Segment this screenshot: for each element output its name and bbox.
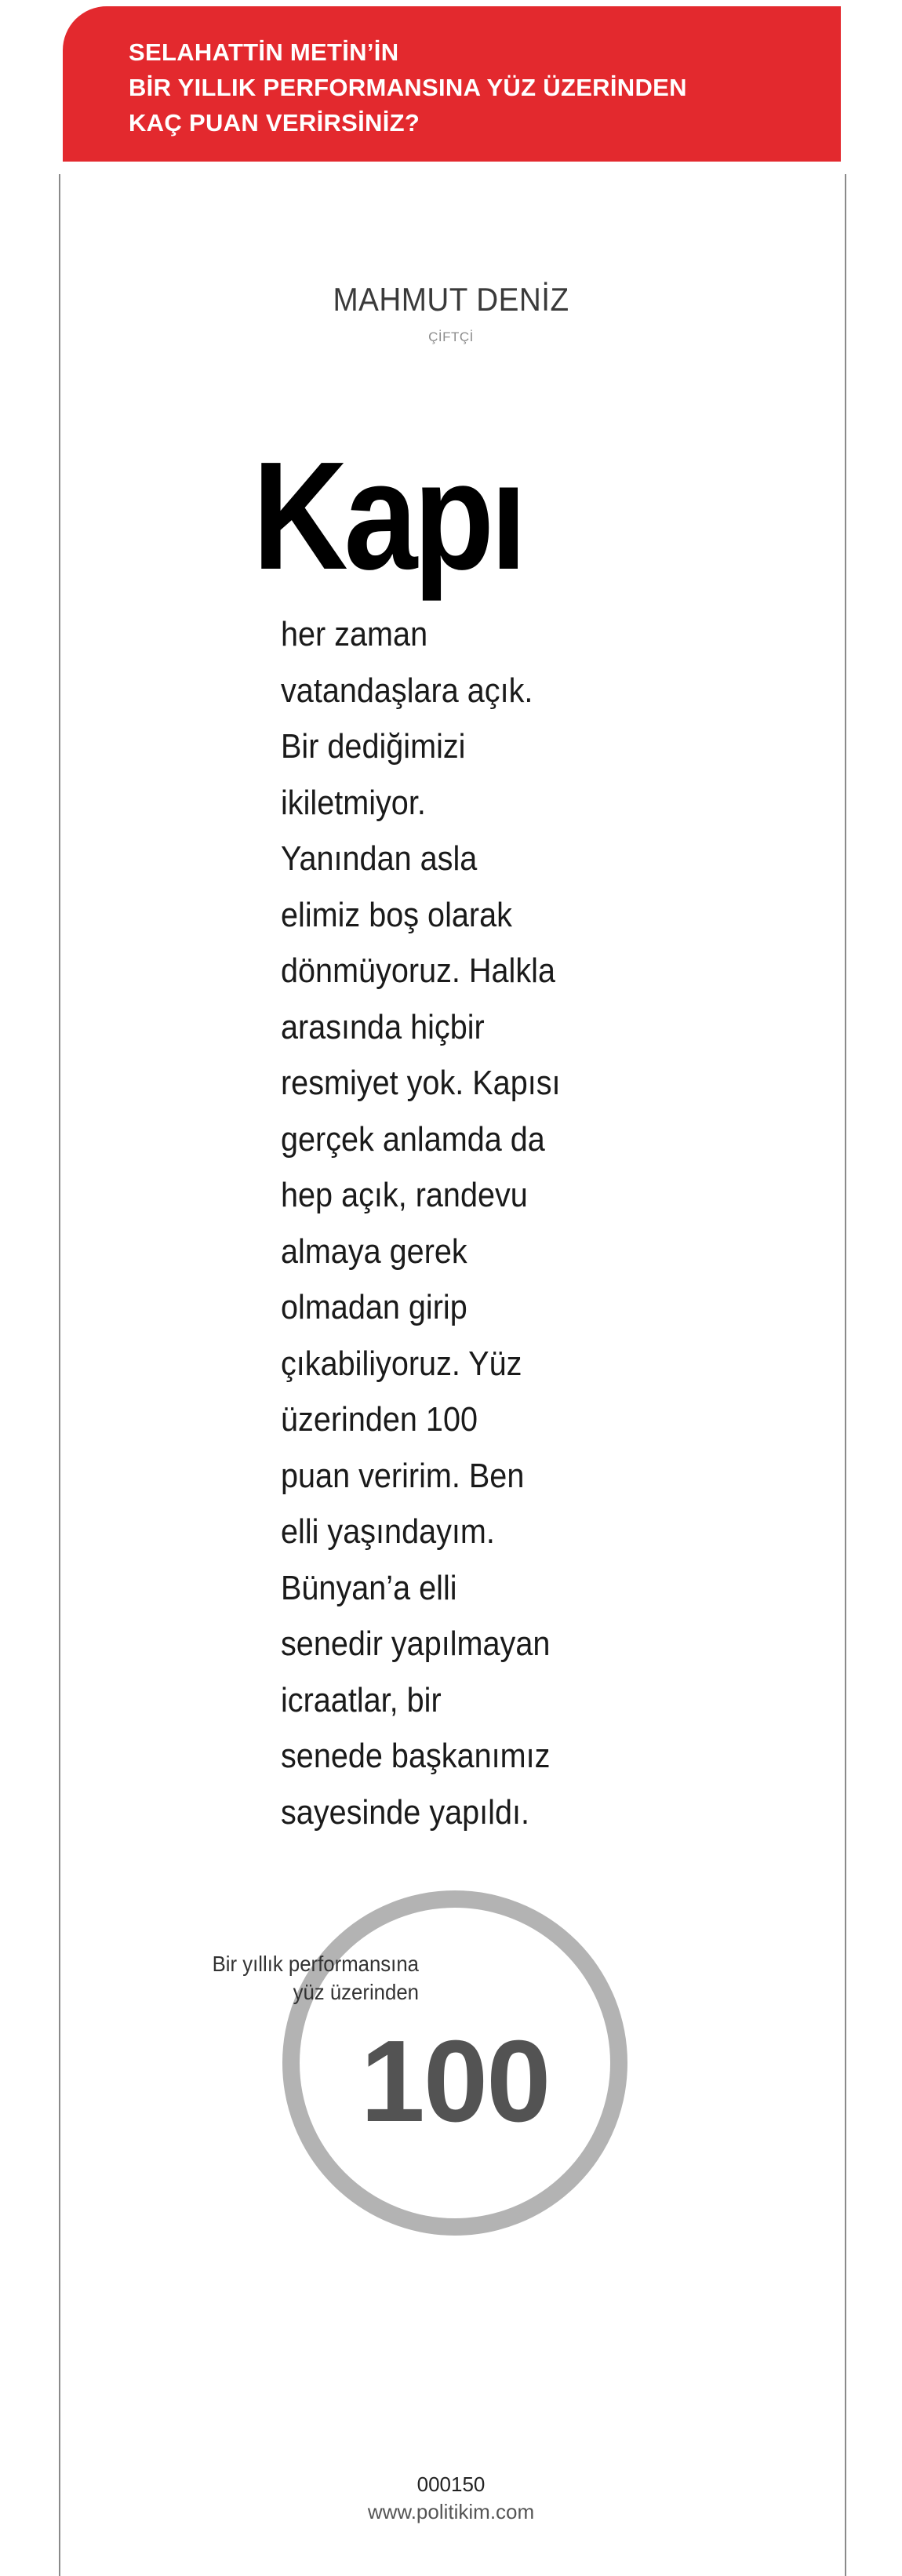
banner-title-line-2: BİR YILLIK PERFORMANSINA YÜZ ÜZERİNDEN (129, 74, 687, 101)
score-label-line-1: Bir yıllık performansına (212, 1952, 419, 1976)
quote-line: üzerinden 100 (281, 1400, 478, 1439)
person-name: MAHMUT DENİZ (333, 281, 569, 318)
frame-left-border (59, 174, 60, 2576)
quote-line: dönmüyoruz. Halkla (281, 951, 555, 990)
quote-line: resmiyet yok. Kapısı (281, 1064, 561, 1102)
quote-line: arasında hiçbir (281, 1007, 485, 1046)
score-label (178, 1950, 419, 2007)
quote-line: çıkabiliyoruz. Yüz (281, 1344, 522, 1383)
quote-line: elli yaşındayım. (281, 1512, 495, 1551)
quote-line: icraatlar, bir (281, 1680, 442, 1719)
person-role: ÇİFTÇİ (428, 329, 474, 344)
quote-line: Yanından asla (281, 839, 478, 878)
quote-line: vatandaşlara açık. (281, 671, 533, 710)
quote-line: almaya gerek (281, 1232, 467, 1271)
quote-line: hep açık, randevu (281, 1176, 528, 1214)
quote-line: sayesinde yapıldı. (281, 1792, 529, 1832)
quote-line: Bünyan’a elli (281, 1568, 457, 1607)
footer-url[interactable]: www.politikim.com (367, 2500, 535, 2523)
score-value: 100 (360, 2017, 550, 2146)
quote-line: senede başkanımız (281, 1737, 551, 1775)
quote-line: gerçek anlamda da (281, 1119, 545, 1159)
header-banner (63, 6, 841, 162)
score-label-line-2: yüz üzerinden (293, 1980, 419, 2004)
frame-right-border (845, 174, 846, 2576)
quote-body (281, 606, 610, 1840)
quote-headline: Kapı (253, 430, 523, 602)
quote-line: senedir yapılmayan (281, 1625, 551, 1663)
quote-line: ikiletmiyor. (281, 783, 426, 822)
quote-line: olmadan girip (281, 1288, 467, 1326)
quote-line: elimiz boş olarak (281, 895, 512, 934)
banner-title-line-1: SELAHATTİN METİN’İN (129, 38, 399, 66)
quote-line: puan veririm. Ben (281, 1456, 525, 1495)
footer-code: 000150 (416, 2472, 486, 2496)
quote-line: her zaman (281, 615, 428, 653)
quote-line: Bir dediğimizi (281, 727, 466, 766)
banner-title-line-3: KAÇ PUAN VERİRSİNİZ? (129, 109, 420, 136)
